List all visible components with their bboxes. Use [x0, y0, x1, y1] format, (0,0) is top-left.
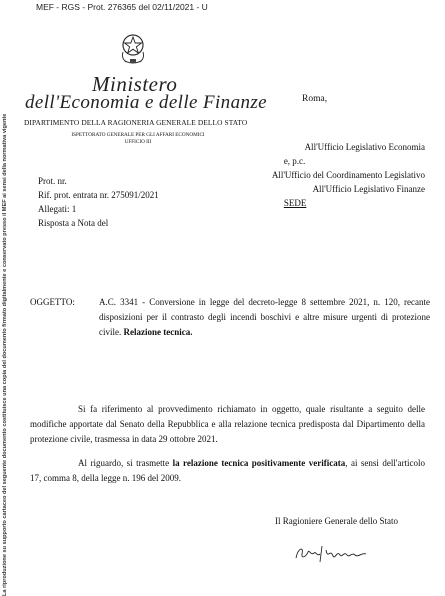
signatory-title: Il Ragioniere Generale dello Stato — [275, 516, 398, 526]
p2-pre: Al riguardo, si trasmette — [78, 458, 173, 468]
subject-bold: Relazione tecnica. — [123, 327, 193, 337]
letterhead-ministry-name: dell'Economia e delle Finanze — [25, 92, 268, 113]
cc-label: e, p.c. — [283, 156, 306, 166]
reply-to-note: Risposta a Nota del — [38, 218, 109, 228]
department-name: DIPARTIMENTO DELLA RAGIONERIA GENERALE DELLO STATO — [24, 118, 248, 127]
subject-text-wrap — [99, 295, 430, 340]
italian-republic-emblem-icon — [117, 30, 149, 66]
handwritten-signature-icon — [292, 540, 372, 566]
prot-number: Prot. nr. — [38, 176, 67, 186]
references-block — [38, 174, 159, 230]
subject-label: OGGETTO: — [30, 297, 75, 307]
letterhead-ministero: Ministero — [92, 72, 178, 96]
inspectorate-block — [50, 132, 226, 146]
recipients-block — [272, 140, 425, 210]
side-legal-note: La riproduzione su supporto cartaceo del seguente documento costituisce una copia del documento firmato digitalmente e conservato presso il MEF ai sensi della normativa vigente — [2, 113, 8, 596]
place-date: Roma, — [302, 94, 328, 104]
recipient-cc-1: All'Ufficio del Coordinamento Legislativo — [271, 170, 425, 180]
p2-bold: la relazione tecnica positivamente verificata — [172, 458, 346, 468]
office-name: UFFICIO III — [124, 139, 152, 145]
recipient-sede: SEDE — [283, 198, 307, 208]
recipient-cc-2: All'Ufficio Legislativo Finanze — [312, 184, 425, 194]
inspectorate-name: ISPETTORATO GENERALE PER GLI AFFARI ECONOMICI — [71, 132, 205, 138]
subject-block — [30, 295, 430, 340]
incoming-ref: Rif. prot. entrata nr. 275091/2021 — [38, 190, 159, 200]
body-paragraph-1: Si fa riferimento al provvedimento richiamato in oggetto, quale risultante a seguito delle modifiche apportate dal Senato della Repubblica e alla relazione tecnica predisposta dal Dipartimento della protezione civile, trasmessa in data 29 ottobre 2021. — [30, 404, 425, 444]
subject-text: A.C. 3341 - Conversione in legge del decreto-legge 8 settembre 2021, n. 120, recante disposizioni per il contrasto degli incendi boschivi e altre misure urgenti di protezione civile. — [99, 297, 430, 337]
recipient-primary: All'Ufficio Legislativo Economia — [304, 142, 425, 152]
protocol-header: MEF - RGS - Prot. 276365 del 02/11/2021 - U — [36, 2, 208, 12]
attachments: Allegati: 1 — [38, 204, 77, 214]
p2-post: , ai sensi dell'articolo 17, comma 8, della legge n. 196 del 2009. — [30, 458, 425, 483]
body-paragraph-2 — [30, 456, 425, 486]
